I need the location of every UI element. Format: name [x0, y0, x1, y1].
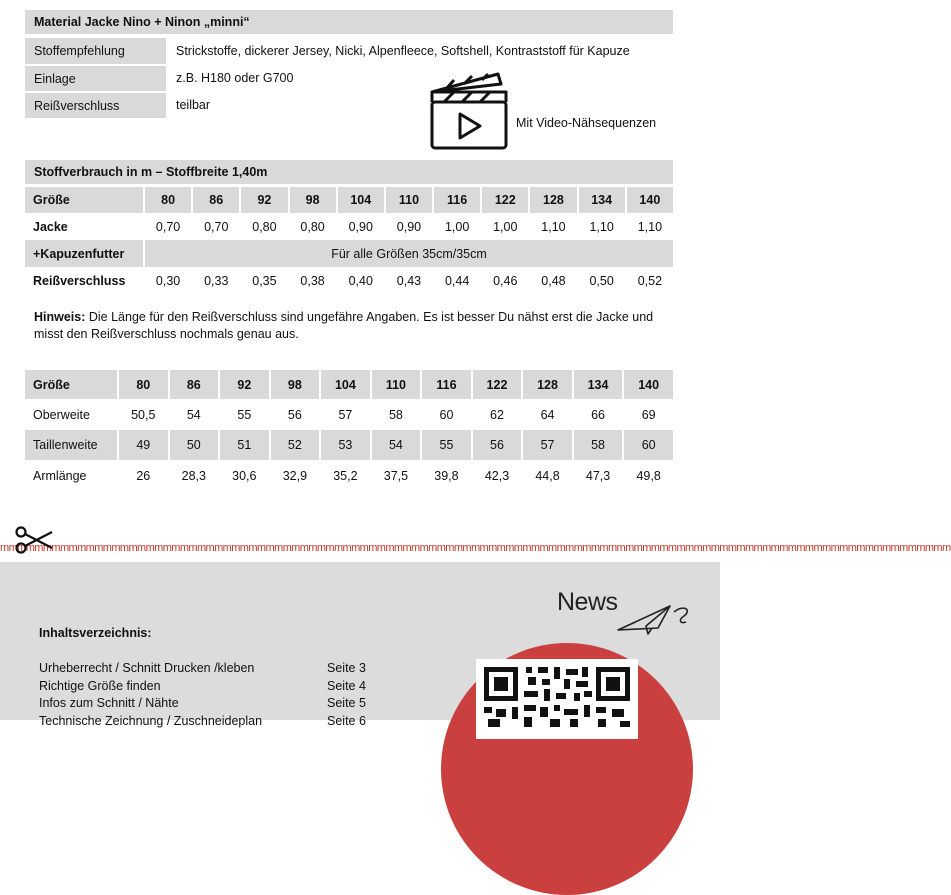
measures-size-cell: 92 — [220, 370, 269, 399]
fabric-jacke-row — [25, 213, 673, 240]
measures-value: 57 — [338, 407, 353, 422]
zip-value: 0,35 — [252, 273, 277, 288]
toc-item-page: Seite 6 — [327, 714, 366, 728]
measures-value: 47,3 — [585, 468, 611, 483]
jacke-value: 1,10 — [589, 219, 614, 234]
measures-value: 64 — [540, 407, 555, 422]
measures-value: 42,3 — [484, 468, 510, 483]
size-cell: 104 — [338, 187, 384, 213]
measures-value: 58 — [388, 407, 403, 422]
size-cell: 134 — [579, 187, 625, 213]
jacke-value: 0,90 — [348, 219, 373, 234]
jacke-value: 1,10 — [541, 219, 566, 234]
clapperboard-play-icon — [428, 70, 510, 152]
measures-value: 62 — [490, 407, 504, 422]
fabric-table — [23, 187, 675, 294]
measures-value: 35,2 — [333, 468, 358, 483]
measures-value: 55 — [422, 430, 471, 460]
measures-value: 50 — [170, 430, 219, 460]
video-label: Mit Video-Nähsequenzen — [516, 116, 657, 130]
measures-value: 55 — [237, 407, 252, 422]
measures-size-cell: 104 — [321, 370, 370, 399]
toc-item-label: Richtige Größe finden — [39, 679, 161, 693]
fabric-zip-row — [25, 267, 673, 294]
measures-value: 49 — [119, 430, 168, 460]
fabric-title: Stoffverbrauch in m – Stoffbreite 1,40m — [25, 160, 673, 184]
toc-item-label: Infos zum Schnitt / Nähte — [39, 696, 179, 710]
jacke-value: 0,80 — [300, 219, 325, 234]
measures-value: 51 — [220, 430, 269, 460]
zip-value: 0,38 — [300, 273, 325, 288]
fabric-size-row — [25, 187, 673, 213]
measures-value: 30,6 — [232, 468, 257, 483]
size-cell: 128 — [530, 187, 576, 213]
measures-table — [23, 370, 675, 491]
toc-item-label: Urheberrecht / Schnitt Drucken /kleben — [39, 661, 255, 675]
measures-value: 53 — [321, 430, 370, 460]
measures-value: 26 — [136, 468, 151, 483]
size-cell: 116 — [434, 187, 480, 213]
jacke-label: Jacke — [33, 219, 68, 234]
measures-size-cell: 140 — [624, 370, 673, 399]
measures-value: 37,5 — [383, 468, 409, 483]
measures-value: 66 — [591, 407, 605, 422]
toc-item-label: Technische Zeichnung / Zuschneideplan — [39, 714, 263, 728]
toc-item-page: Seite 5 — [327, 696, 366, 710]
hint-text: Die Länge für den Reißverschluss sind ungefähre Angaben. Es ist besser Du nähst erst die Jacke und misst den Reißverschluss nochmals genau aus. — [34, 310, 654, 341]
measures-value: 69 — [641, 407, 656, 422]
measures-size-header: Größe — [25, 370, 117, 399]
measures-row-taillenweite — [25, 430, 673, 460]
measures-value: 28,3 — [181, 468, 206, 483]
measures-value: 60 — [624, 430, 673, 460]
bottom-panel — [0, 562, 720, 728]
hood-value: Für alle Größen 35cm/35cm — [145, 240, 673, 267]
size-header: Größe — [25, 187, 143, 213]
material-label-stoffempfehlung: Stoffempfehlung — [25, 38, 166, 64]
material-value-einlage: z.B. H180 oder G700 — [176, 71, 294, 85]
hint-label: Hinweis: — [34, 310, 86, 324]
zip-label: Reißverschluss — [33, 273, 126, 288]
measures-value: 52 — [271, 430, 320, 460]
measures-row-armlaenge — [25, 460, 673, 491]
toc-item-page: Seite 4 — [327, 679, 366, 693]
scissors-icon — [14, 526, 56, 554]
hint-paragraph — [34, 309, 666, 343]
jacke-value: 1,00 — [493, 219, 518, 234]
jacke-value: 0,70 — [155, 219, 181, 234]
measures-size-cell: 86 — [170, 370, 219, 399]
material-value-stoffempfehlung: Strickstoffe, dickerer Jersey, Nicki, Alpenfleece, Softshell, Kontraststoff für Kapuze — [176, 44, 630, 58]
qr-code-icon[interactable] — [484, 667, 630, 727]
zip-value: 0,48 — [541, 273, 566, 288]
zip-value: 0,40 — [348, 273, 373, 288]
toc-item[interactable] — [39, 679, 379, 696]
jacke-value: 1,00 — [444, 219, 470, 234]
measures-value: 56 — [473, 430, 522, 460]
measures-size-cell: 80 — [119, 370, 168, 399]
jacke-value: 0,80 — [252, 219, 277, 234]
size-cell: 122 — [482, 187, 528, 213]
size-cell: 80 — [145, 187, 191, 213]
measures-size-cell: 122 — [473, 370, 522, 399]
measures-value: 39,8 — [434, 468, 459, 483]
size-cell: 110 — [386, 187, 432, 213]
measures-size-cell: 110 — [372, 370, 421, 399]
hood-label: +Kapuzenfutter — [25, 240, 143, 267]
zip-value: 0,44 — [444, 273, 470, 288]
news-label: News — [557, 588, 618, 616]
size-cell: 92 — [241, 187, 287, 213]
measures-size-cell: 134 — [574, 370, 623, 399]
measures-value: 32,9 — [282, 468, 308, 483]
zip-value: 0,50 — [589, 273, 614, 288]
size-cell: 140 — [627, 187, 673, 213]
fabric-hood-row — [25, 240, 673, 267]
toc-item[interactable] — [39, 661, 379, 678]
measures-row-label: Oberweite — [33, 407, 90, 422]
zip-value: 0,30 — [155, 273, 181, 288]
measures-row-label: Taillenweite — [25, 430, 117, 460]
cutline: mmmmmmmmmmmmmmmmmmmmmmmmmmmmmmmmmmmmmmmmmmmmmmmmmmmmmmmmmmmmmmmmmmmmmmmmmmmmmmmmmmmmmmmmmmmmmmmmmmmmmmmmmmmmmmm — [0, 542, 951, 554]
measures-row-oberweite — [25, 399, 673, 430]
material-value-reissverschluss: teilbar — [176, 98, 211, 112]
toc-item[interactable] — [39, 696, 379, 713]
size-cell: 98 — [290, 187, 336, 213]
measures-value: 57 — [523, 430, 572, 460]
material-label-reissverschluss: Reißverschluss — [25, 93, 166, 118]
paper-plane-icon — [614, 600, 694, 640]
zip-value: 0,52 — [637, 273, 663, 288]
size-cell: 86 — [193, 187, 239, 213]
toc-title: Inhaltsverzeichnis: — [39, 626, 152, 640]
measures-size-cell: 116 — [422, 370, 471, 399]
zip-value: 0,46 — [493, 273, 518, 288]
measures-value: 50,5 — [131, 407, 156, 422]
measures-row-label: Armlänge — [33, 468, 87, 483]
measures-value: 56 — [287, 407, 302, 422]
measures-value: 49,8 — [636, 468, 661, 483]
zip-value: 0,33 — [204, 273, 229, 288]
measures-size-cell: 98 — [271, 370, 320, 399]
toc-item-page: Seite 3 — [327, 661, 366, 675]
toc-item[interactable] — [39, 714, 379, 731]
measures-value: 44,8 — [535, 468, 560, 483]
measures-value: 54 — [186, 407, 201, 422]
measures-value: 54 — [372, 430, 421, 460]
material-title: Material Jacke Nino + Ninon „minni“ — [25, 10, 673, 34]
material-label-einlage: Einlage — [25, 66, 166, 91]
measures-size-row — [25, 370, 673, 399]
zip-value: 0,43 — [396, 273, 422, 288]
measures-value: 60 — [439, 407, 454, 422]
jacke-value: 0,90 — [396, 219, 422, 234]
measures-value: 58 — [574, 430, 623, 460]
jacke-value: 0,70 — [204, 219, 229, 234]
measures-size-cell: 128 — [523, 370, 572, 399]
jacke-value: 1,10 — [637, 219, 663, 234]
